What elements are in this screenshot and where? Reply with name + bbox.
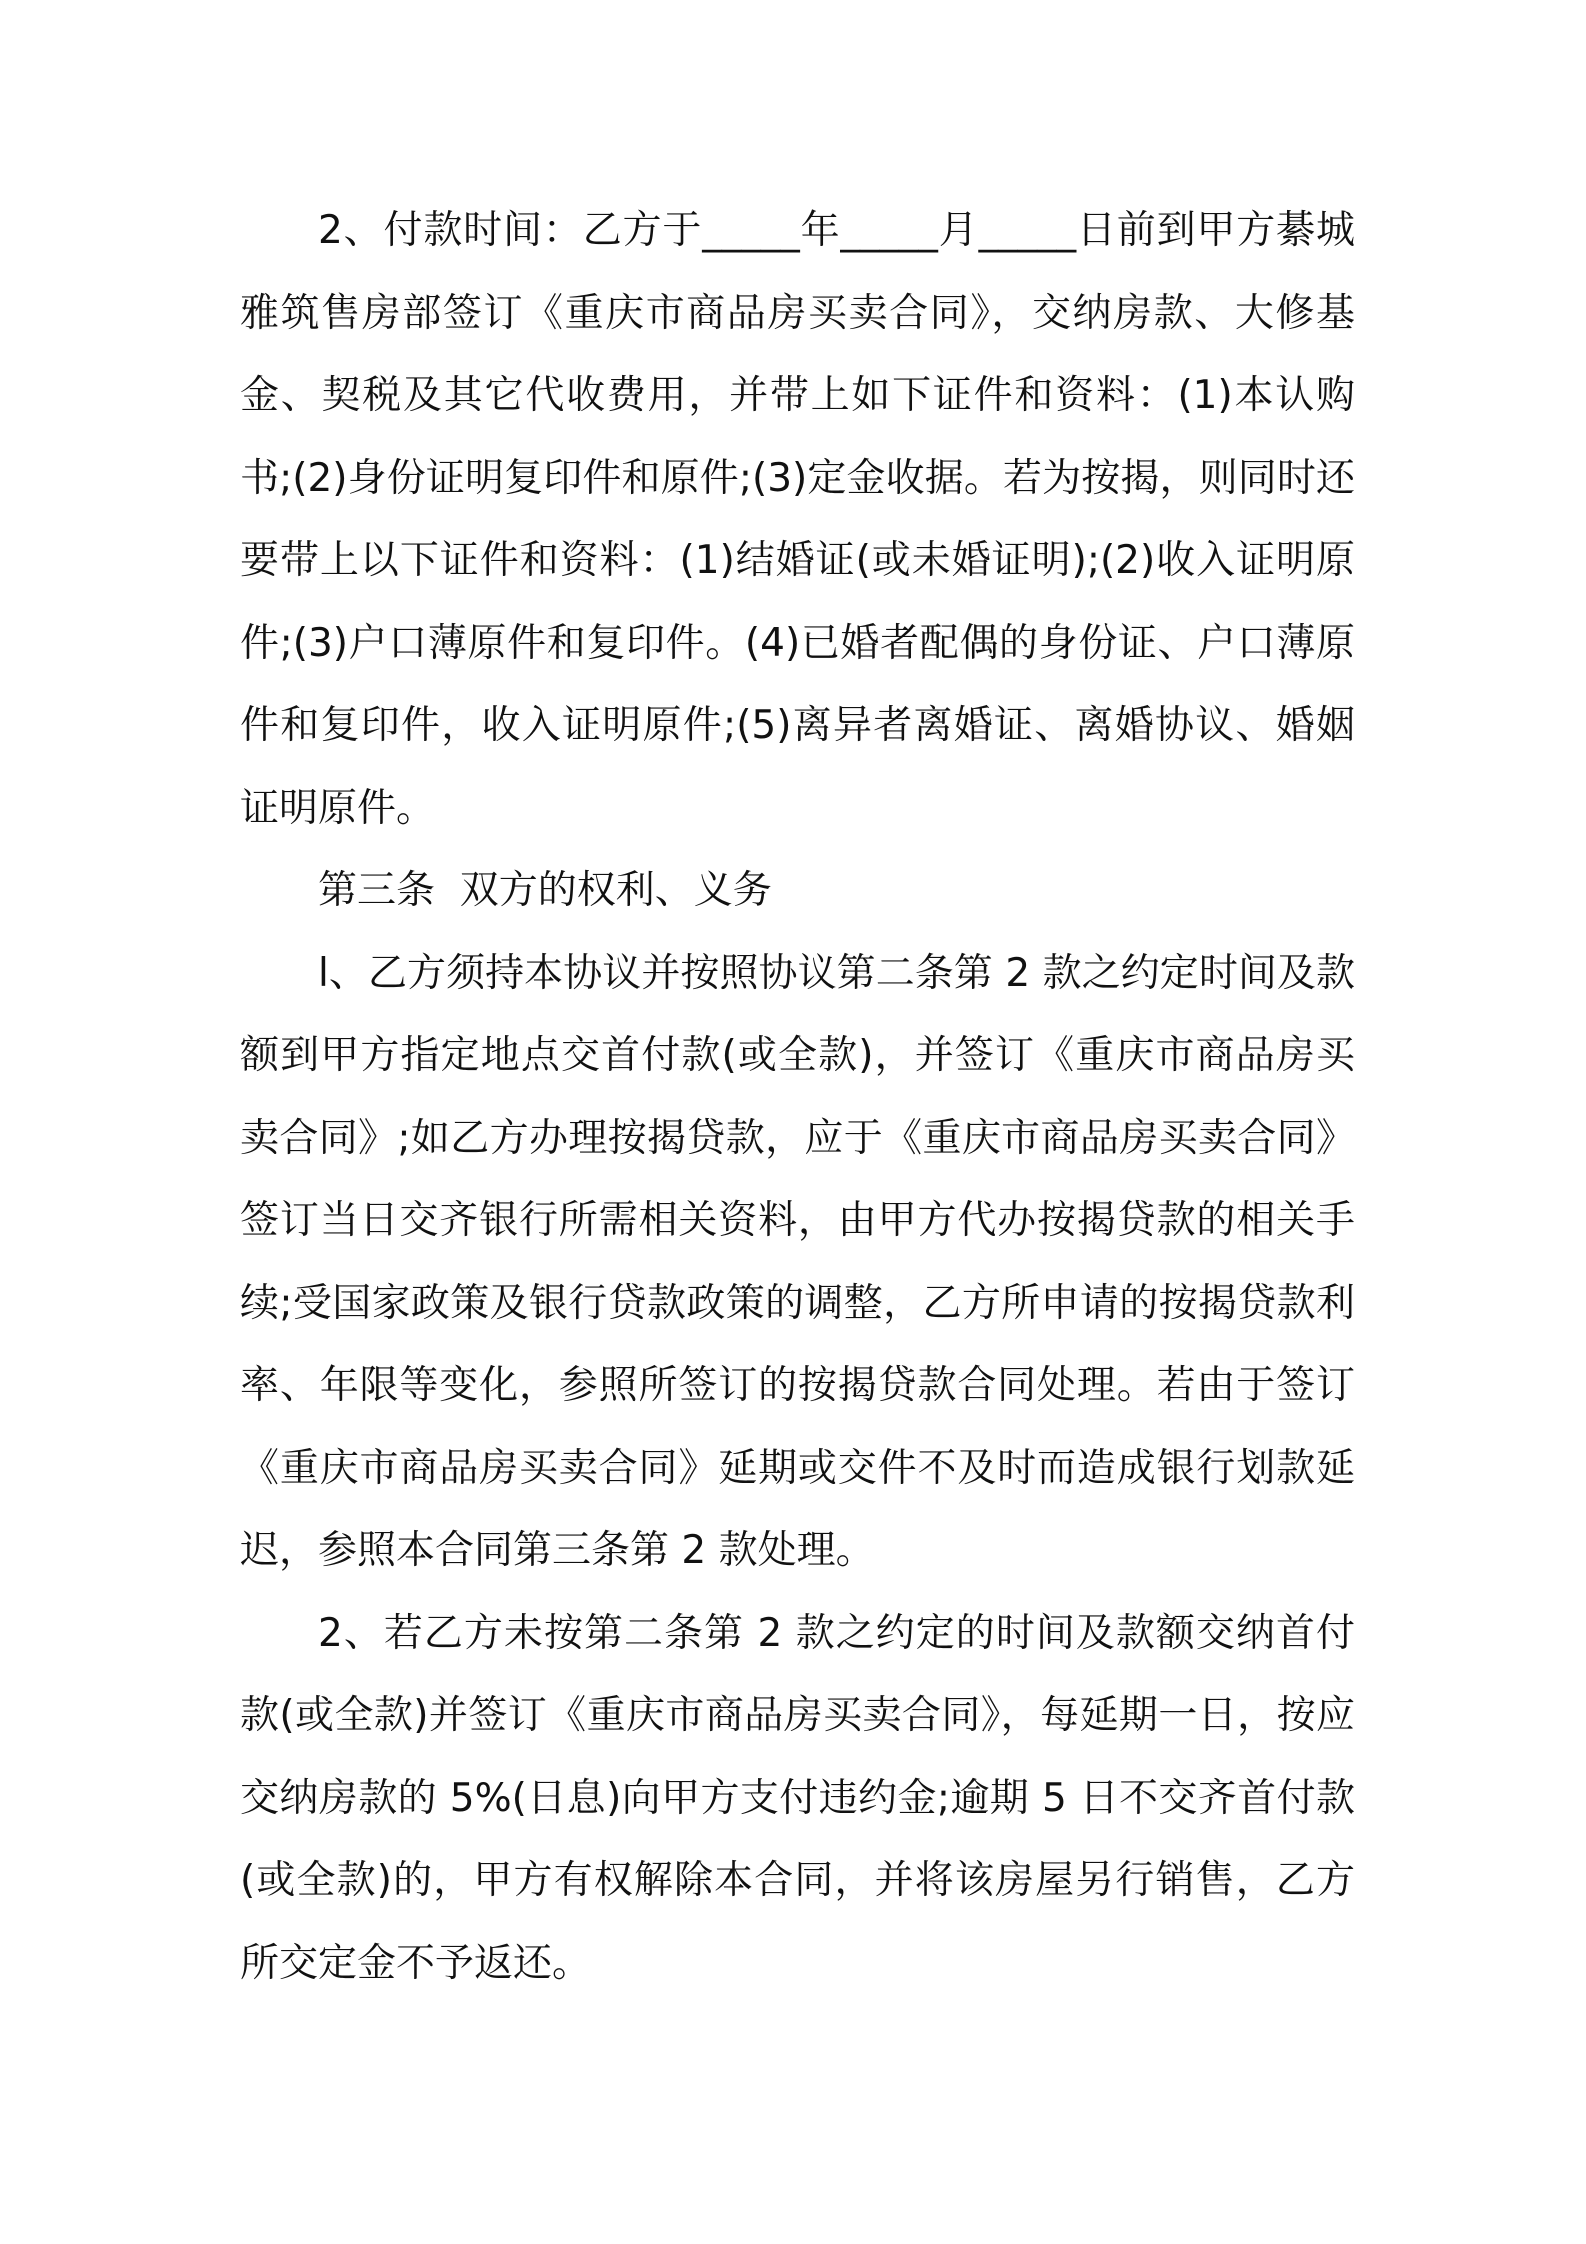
paragraph-rights-clause-1: l、乙方须持本协议并按照协议第二条第 2 款之约定时间及款额到甲方指定地点交首付款(或全款)，并签订《重庆市商品房买卖合同》;如乙方办理按揭贷款，应于《重庆市商品房买卖合同》签订当日交齐银行所需相关资料，由甲方代办按揭贷款的相关手续;受国家政策及银行贷款政策的调整，乙方所申请的按揭贷款利率、年限等变化，参照所签订的按揭贷款合同处理。若由于签订《重庆市商品房买卖合同》延期或交件不及时而造成银行划款延迟，参照本合同第三条第 2 款处理。 [240,950,1355,1573]
document-body [240,190,1355,2005]
paragraph-payment-time: 2、付款时间：乙方于_____年_____月_____日前到甲方綦城雅筑售房部签订《重庆市商品房买卖合同》，交纳房款、大修基金、契税及其它代收费用，并带上如下证件和资料：(1)本认购书;(2)身份证明复印件和原件;(3)定金收据。若为按揭，则同时还要带上以下证件和资料：(1)结婚证(或未婚证明);(2)收入证明原件;(3)户口薄原件和复印件。(4)已婚者配偶的身份证、户口薄原件和复印件，收入证明原件;(5)离异者离婚证、离婚协议、婚姻证明原件。 [240,208,1355,831]
paragraph-rights-clause-2: 2、若乙方未按第二条第 2 款之约定的时间及款额交纳首付款(或全款)并签订《重庆市商品房买卖合同》，每延期一日，按应交纳房款的 5%(日息)向甲方支付违约金;逾期 5 日不交齐首付款(或全款)的，甲方有权解除本合同，并将该房屋另行销售，乙方所交定金不予返还。 [240,1610,1355,1986]
article-three-heading: 第三条 双方的权利、义务 [318,868,772,913]
